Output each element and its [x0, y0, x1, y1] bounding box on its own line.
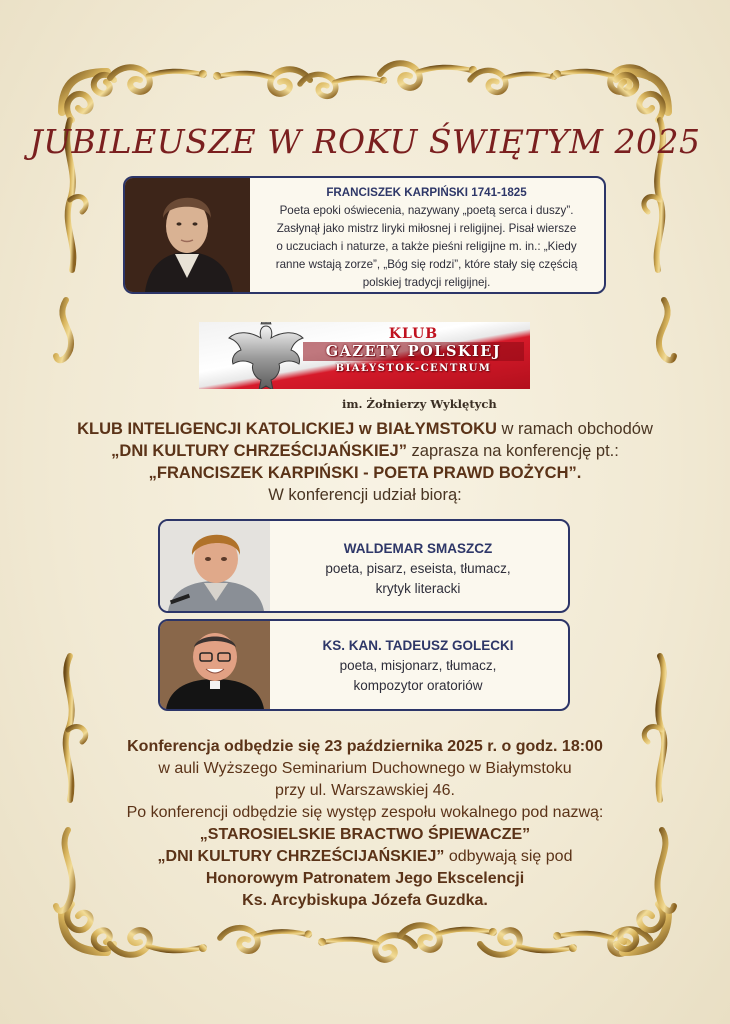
event-name: „DNI KULTURY CHRZEŚCIJAŃSKIEJ”: [157, 848, 445, 865]
organizer: KLUB INTELIGENCJI KATOLICKIEJ w BIAŁYMSTOKU: [77, 420, 497, 438]
speaker-description: poeta, pisarz, eseista, tłumacz,: [325, 561, 511, 576]
klub-logo-line2: GAZETY POLSKIEJ: [303, 342, 524, 361]
place-line: w auli Wyższego Seminarium Duchownego w Białymstoku: [158, 760, 572, 777]
intro-text: w ramach obchodów: [496, 420, 653, 438]
klub-logo-line1: KLUB: [388, 326, 439, 342]
karpinski-portrait: [125, 178, 250, 292]
karpinski-card: [123, 176, 606, 294]
bio-line: Zasłynął jako mistrz liryki miłosnej i religijnej. Pisał wiersze: [276, 222, 577, 235]
klub-logo-text: [303, 326, 524, 376]
karpinski-name: FRANCISZEK KARPIŃSKI 1741-1825: [326, 186, 527, 199]
speaker-photo: [160, 621, 270, 709]
date-line: Konferencja odbędzie się 23 października 2025 r. o godz. 18:00: [127, 738, 603, 755]
bio-line: ranne wstają zorze”, „Bóg się rodzi”, które stały się częścią: [275, 258, 578, 271]
karpinski-bio: [255, 178, 598, 292]
band-name: „STAROSIELSKIE BRACTWO ŚPIEWACZE”: [199, 826, 531, 843]
patronage-line: Honorowym Patronatem Jego Ekscelencji: [205, 870, 525, 887]
klub-subtitle: im. Żołnierzy Wyklętych: [342, 397, 497, 411]
speaker-name: KS. KAN. TADEUSZ GOLECKI: [322, 638, 514, 653]
concert-line: Po konferencji odbędzie się występ zespołu wokalnego pod nazwą:: [126, 804, 604, 821]
speaker-card: [158, 619, 570, 711]
klub-gazety-polskiej-logo: [199, 322, 530, 389]
bio-line: o uczuciach i naturze, a także pieśni religijne m. in.: „Kiedy: [276, 240, 577, 253]
klub-logo-line3: BIAŁYSTOK-CENTRUM: [335, 363, 492, 374]
speaker-description: krytyk literacki: [375, 581, 461, 596]
intro-text: zaprasza na konferencję pt.:: [406, 442, 619, 460]
participants-heading: W konferencji udział biorą:: [268, 486, 462, 504]
eagle-emblem-icon: [221, 322, 311, 389]
speaker-info: [272, 621, 564, 709]
patronage-text: odbywają się pod: [444, 848, 573, 865]
speaker-info: [272, 521, 564, 611]
patronage-line: Ks. Arcybiskupa Józefa Guzdka.: [242, 892, 488, 909]
page-title: JUBILEUSZE W ROKU ŚWIĘTYM 2025: [29, 122, 701, 161]
speaker-card: [158, 519, 570, 613]
speaker-name: WALDEMAR SMASZCZ: [343, 541, 493, 556]
conference-title: „FRANCISZEK KARPIŃSKI - POETA PRAWD BOŻYCH”.: [148, 464, 582, 482]
invitation-text: [40, 418, 690, 506]
bio-line: polskiej tradycji religijnej.: [362, 276, 491, 289]
speaker-description: poeta, misjonarz, tłumacz,: [339, 658, 497, 673]
place-line: przy ul. Warszawskiej 46.: [275, 782, 455, 799]
speaker-photo: [160, 521, 270, 611]
bio-line: Poeta epoki oświecenia, nazywany „poetą serca i duszy”.: [279, 204, 574, 217]
conference-details: [60, 736, 670, 912]
speaker-description: kompozytor oratoriów: [353, 678, 483, 693]
event-name: „DNI KULTURY CHRZEŚCIJAŃSKIEJ”: [111, 442, 407, 460]
